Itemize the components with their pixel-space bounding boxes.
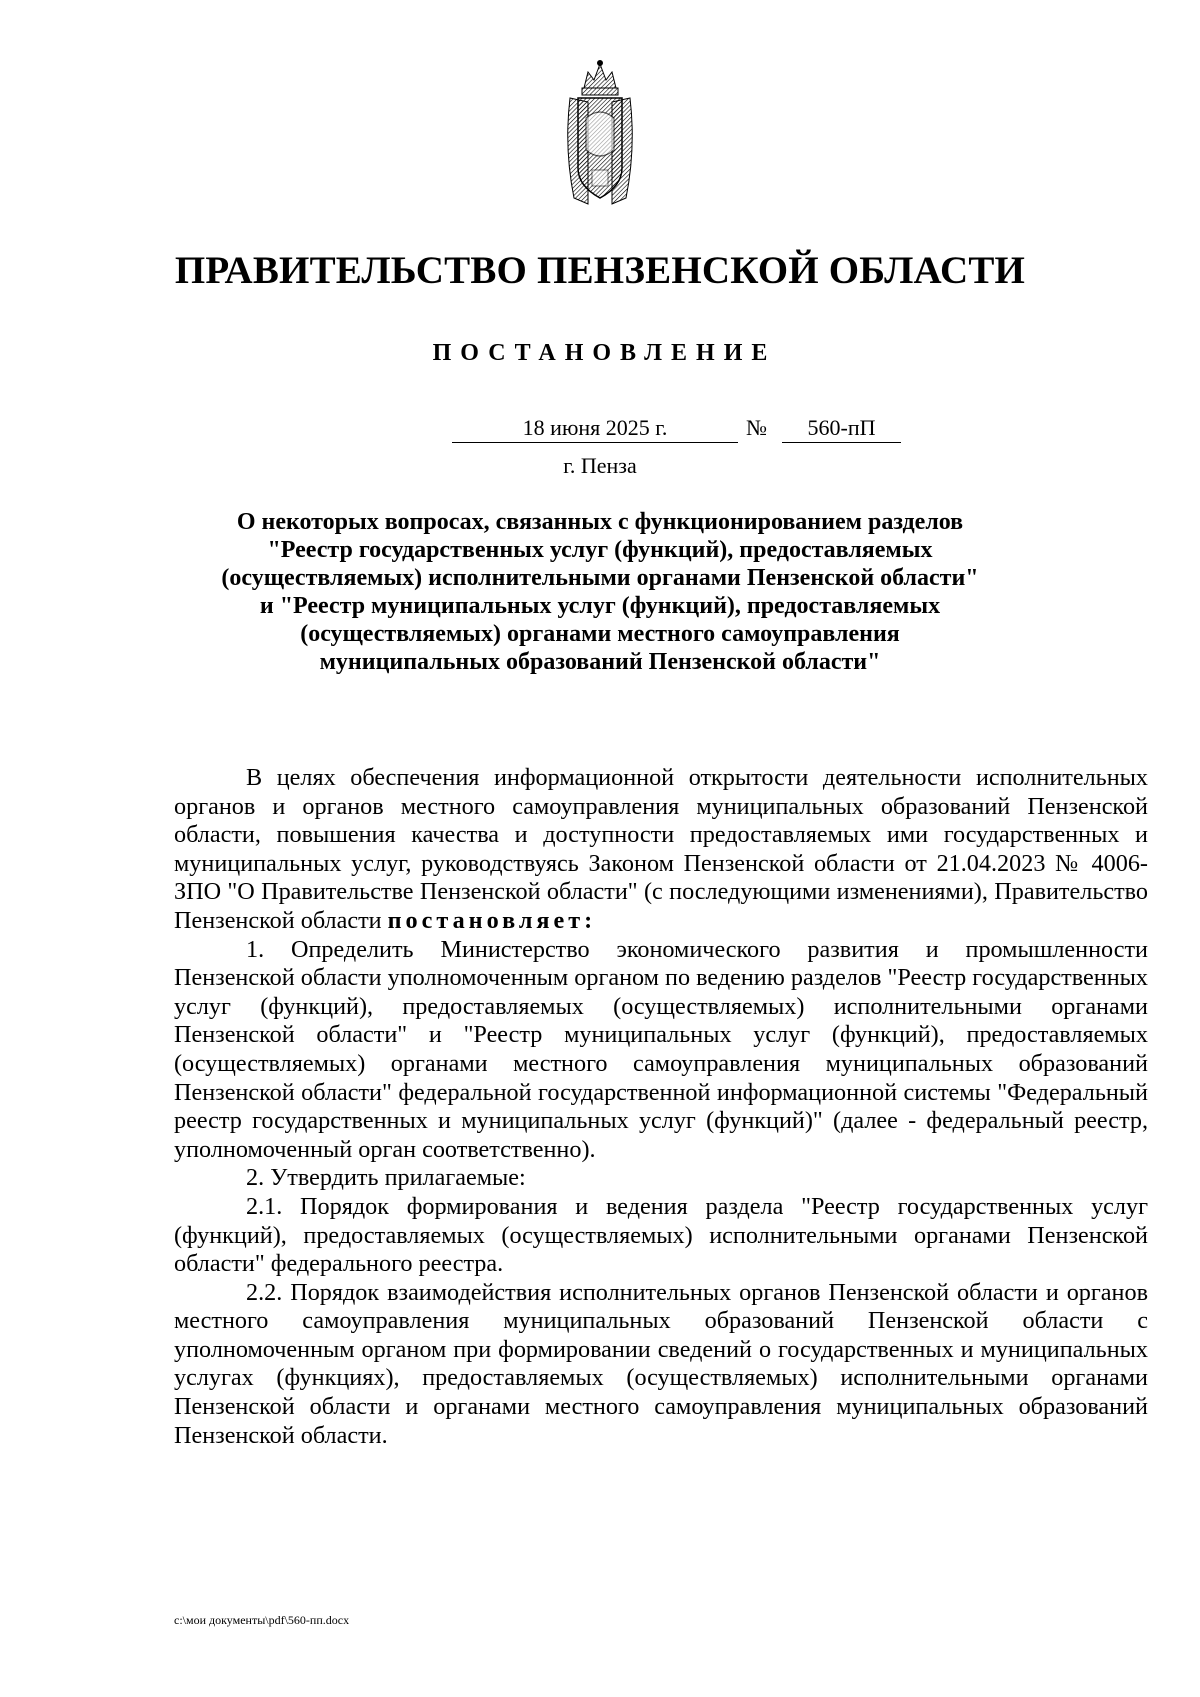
file-path-footer: c:\мои документы\pdf\560-пп.docx [174,1613,350,1627]
subject-line: (осуществляемых) органами местного самоуправления [300,621,900,647]
document-type: ПОСТАНОВЛЕНИЕ [432,340,777,366]
paragraph-2-1: 2.1. Порядок формирования и ведения раздела "Реестр государственных услуг (функций), предоставляемых (осуществляемых) исполнительными органами Пензенской области" федерального реестра. [174,1192,1148,1278]
date-number-line [452,414,901,446]
paragraph-2: 2. Утвердить прилагаемые: [246,1164,526,1192]
resolves-word: постановляет: [387,906,597,934]
document-subject [150,508,1050,676]
document-body [174,764,1148,1450]
paragraph-1: 1. Определить Министерство экономического развития и промышленности Пензенской области уполномоченным органом по ведению разделов "Реестр государственных услуг (функций), предоставляемых (осуществляемых) исполнительными органами Пензенской области" и "Реестр муниципальных услуг (функций), предоставляемых (осуществляемых) органами местного самоуправления муниципальных образований Пензенской области" федеральной государственной информационной системы "Федеральный реестр государственных и муниципальных услуг (функций)" (далее - федеральный реестр, уполномоченный орган соответственно). [174,935,1148,1163]
document-date: 18 июня 2025 г. [452,414,738,443]
subject-line: О некоторых вопросах, связанных с функционированием разделов [236,509,964,535]
government-title: ПРАВИТЕЛЬСТВО ПЕНЗЕНСКОЙ ОБЛАСТИ [174,249,1026,292]
subject-line: и "Реестр муниципальных услуг (функций), предоставляемых [259,593,941,619]
number-sign: № [746,415,767,440]
paragraph-2-2: 2.2. Порядок взаимодействия исполнительных органов Пензенской области и органов местного самоуправления муниципальных образований Пензенской области с уполномоченным органом при формировании сведений о государственных и муниципальных услугах (функциях), предоставляемых (осуществляемых) исполнительными органами Пензенской области и органами местного самоуправления муниципальных образований Пензенской области. [174,1278,1148,1449]
preamble-paragraph [174,764,1148,936]
coat-of-arms-icon [554,58,646,210]
city: г. Пенза [563,453,637,478]
preamble-text: В целях обеспечения информационной открытости деятельности исполнительных органов и органов местного самоуправления муниципальных образований Пензенской области, повышения качества и доступности предоставляемых ими государственных и муниципальных услуг, руководствуясь Законом Пензенской области от 21.04.2023 № 4006-ЗПО "О Правительстве Пензенской области" (с последующими изменениями), Правительство Пензенской области [174,764,1148,934]
subject-line: (осуществляемых) исполнительными органами Пензенской области" [221,565,979,591]
subject-line: муниципальных образований Пензенской области" [319,649,881,675]
document-number: 560-пП [782,414,901,443]
subject-line: "Реестр государственных услуг (функций), предоставляемых [267,537,933,563]
